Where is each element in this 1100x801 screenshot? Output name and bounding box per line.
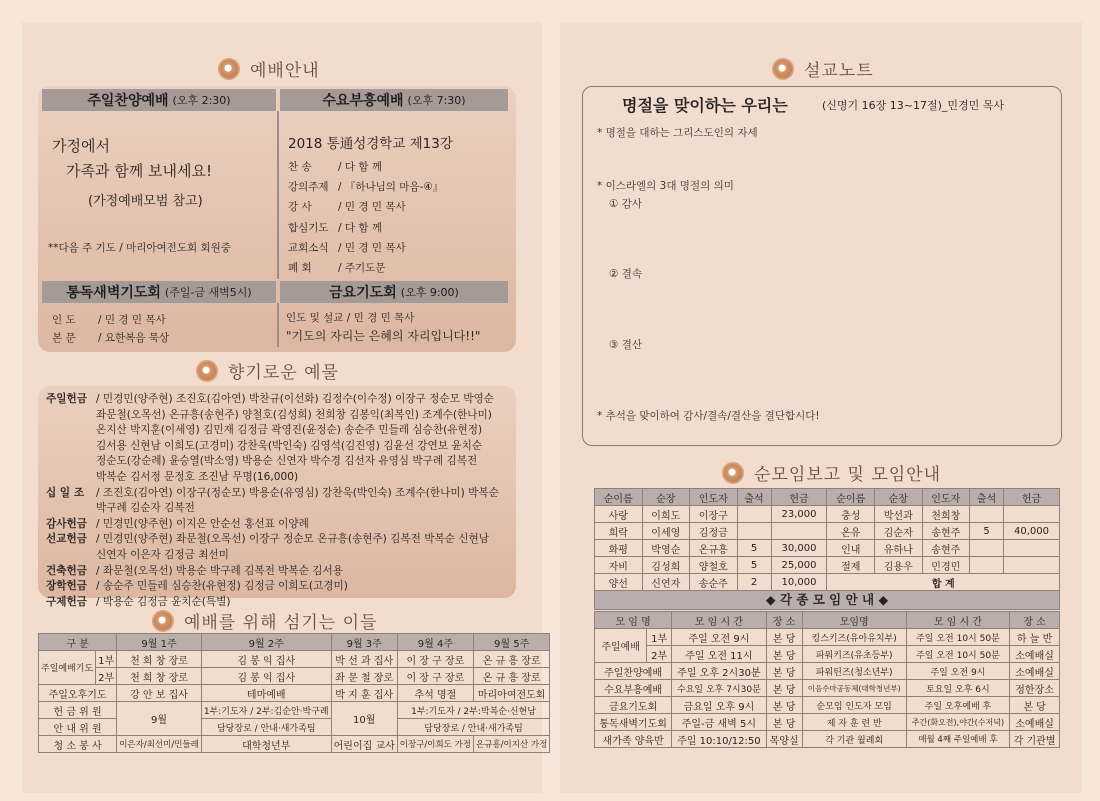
sermon-point: ② 결속 [609, 268, 643, 280]
meetings-title: ◆ 각 종 모 임 안 내 ◆ [594, 590, 1060, 610]
sunday-worship-header [42, 89, 276, 111]
table-header-cell: 9월 4주 [397, 634, 473, 651]
bible-school-heading: 2018 통通성경학교 제13강 [288, 136, 453, 152]
table-cell: 제 자 훈 련 반 [802, 714, 906, 731]
text: (주일-금 새벽5시) [164, 286, 252, 299]
table-cell: 안 내 위 원 [39, 719, 117, 736]
text: 향기로운 예물 [228, 363, 339, 383]
table-cell: 온규흥/이지산 가정 [474, 736, 550, 753]
text: 정순도(강순례) 윤승열(박소영) 박용순 신연자 박수경 김선자 유영심 박구례 김복전 [96, 455, 478, 468]
table-cell: 각 기관별 [1010, 731, 1060, 748]
table-cell: 주일 오전 9시 [906, 663, 1009, 680]
order-item [52, 329, 169, 347]
table-header-row [595, 612, 1060, 629]
flower-icon [772, 58, 794, 80]
table-header-cell: 장 소 [1010, 612, 1060, 629]
text: 온지산 박지훈(이세영) 김민재 김정금 곽영진(윤정순) 송순주 민들레 심승찬(유현정) [96, 424, 483, 437]
table-row [39, 685, 550, 702]
table-cell: 사랑 [595, 506, 643, 523]
order-item [288, 197, 443, 217]
table-row [595, 557, 1060, 574]
text: 교회소식 [288, 241, 329, 254]
table-cell: 본 당 [766, 646, 802, 663]
text: 수요부흥예배 [322, 93, 404, 109]
flower-icon [722, 462, 744, 484]
sermon-point: * 명절을 대하는 그리스도인의 자세 [597, 127, 758, 139]
table-cell: 주일예배기도 [39, 651, 96, 685]
table-header-cell: 인도자 [690, 489, 738, 506]
table-cell: 1부:기도자 / 2부:박복순·신현남 [397, 702, 550, 719]
table-cell: 5 [970, 523, 1004, 540]
table-cell: 천 희 창 장로 [117, 668, 202, 685]
offering-row [46, 579, 512, 595]
table-header-row [39, 634, 550, 651]
table-header-cell: 모임명 [802, 612, 906, 629]
sermon-section-title [772, 56, 874, 81]
text: / 요한복음 묵상 [98, 332, 170, 344]
table-header-cell: 9월 3주 [331, 634, 397, 651]
table-cell: 온유 [827, 523, 875, 540]
flower-icon [196, 360, 218, 382]
text: (오후 2:30) [172, 94, 231, 107]
table-cell: 본 당 [766, 697, 802, 714]
table-cell: 1부 [647, 629, 672, 646]
table-cell [970, 540, 1004, 557]
text: / 민경민(양주현) 조진호(김아연) 박찬규(이선화) 김정수(이수정) 이장구 정순모 박영순 [96, 393, 494, 405]
servers-section-title [152, 608, 377, 633]
table-cell: 마리아여전도회 [474, 685, 550, 702]
table-cell: 수요일 오후 7시30분 [672, 680, 766, 697]
table-row [595, 680, 1060, 697]
text: 주일찬양예배 [87, 93, 169, 109]
worship-section-title [218, 56, 320, 81]
table-cell: 통독새벽기도회 [595, 714, 672, 731]
order-item [288, 238, 443, 258]
table-cell: 테마예배 [201, 685, 331, 702]
text: 설교노트 [804, 61, 874, 81]
servers-table [38, 633, 550, 753]
table-cell: 이세영 [642, 523, 690, 540]
table-row [39, 651, 550, 668]
offerings-list [46, 392, 512, 610]
text: / 『하나님의 마음-④』 [338, 181, 444, 194]
table-cell: 추석 명절 [397, 685, 473, 702]
table-header-cell: 모 임 시 간 [672, 612, 766, 629]
text: / 박용순 김정금 윤치순(특별) [96, 595, 231, 608]
table-cell: 2부 [96, 668, 117, 685]
table-cell: 김 봉 익 집사 [201, 668, 331, 685]
order-item [288, 258, 443, 278]
offering-row [46, 486, 512, 517]
table-cell: 인내 [827, 540, 875, 557]
table-row [595, 731, 1060, 748]
divider [277, 303, 279, 347]
table-cell: 본 당 [766, 680, 802, 697]
table-cell: 주일 오전 10시 50분 [906, 629, 1009, 646]
table-header-cell: 구 분 [39, 634, 117, 651]
table-cell: 이 장 구 장로 [397, 668, 473, 685]
table-row [39, 668, 550, 685]
table-cell: 금요기도회 [595, 697, 672, 714]
table-header-cell: 모 임 명 [595, 612, 672, 629]
text: 감사헌금 [46, 517, 87, 530]
table-row [39, 736, 550, 753]
table-cell: 본 당 [766, 629, 802, 646]
text: 통독새벽기도회 [66, 285, 161, 301]
table-cell: 청 소 봉 사 [39, 736, 117, 753]
table-cell: 이장구/이희도 가정 [397, 736, 473, 753]
sermon-reference: (신명기 16장 13~17절)_민경민 목사 [822, 99, 1005, 112]
table-cell: 좌 문 철 장로 [331, 668, 397, 685]
table-cell: 목양실 [766, 731, 802, 748]
table-cell: 대학청년부 [201, 736, 331, 753]
meetings-table [594, 611, 1060, 748]
table-header-cell: 9월 2주 [201, 634, 331, 651]
text: / 다 함 께 [338, 221, 382, 234]
table-cell: 30,000 [771, 540, 827, 557]
table-header-cell: 순장 [642, 489, 690, 506]
text: 박복순 김서정 문정호 조진남 무명(16,000) [96, 470, 299, 483]
table-cell: 정한장소 [1010, 680, 1060, 697]
table-cell: 송순주 [690, 574, 738, 591]
table-cell: 5 [737, 540, 771, 557]
text: 금요기도회 [329, 285, 397, 301]
table-cell: 주일 10:10/12:50 [672, 731, 766, 748]
sermon-point: * 추석을 맞이하여 감사/결속/결산을 결단합시다! [597, 410, 820, 422]
table-cell [1004, 540, 1060, 557]
table-header-cell: 모 임 시 간 [906, 612, 1009, 629]
table-cell: 하 늘 반 [1010, 629, 1060, 646]
table-cell: 이장구 [690, 506, 738, 523]
text: (오후 9:00) [400, 286, 459, 299]
table-cell: 김성희 [642, 557, 690, 574]
text: 김서용 신현남 이희도(고경미) 강찬욱(박인숙) 김영석(김진영) 김윤선 강연보 윤치순 [96, 439, 483, 452]
table-cell: 소예배실 [1010, 646, 1060, 663]
table-cell: 자비 [595, 557, 643, 574]
table-cell: 파워키즈(유초등부) [802, 646, 906, 663]
text: 합심기도 [288, 221, 329, 234]
text: 순모임보고 및 모임안내 [754, 465, 942, 485]
table-row [595, 506, 1060, 523]
table-cell: 이 장 구 장로 [397, 651, 473, 668]
table-cell: 이희도 [642, 506, 690, 523]
text: 예배를 위해 섬기는 이들 [184, 613, 378, 633]
table-cell: 이은자/최선미/민들레 [117, 736, 202, 753]
table-cell: 40,000 [1004, 523, 1060, 540]
table-cell: 파워틴즈(청소년부) [802, 663, 906, 680]
table-row [39, 702, 550, 719]
table-header-cell: 출석 [970, 489, 1004, 506]
table-header-row [595, 489, 1060, 506]
table-cell: 1부:기도자 / 2부:김순안·박구례 [201, 702, 331, 719]
table-cell: 토요일 오후 6시 [906, 680, 1009, 697]
table-cell: 박 선 과 집사 [331, 651, 397, 668]
order-item [288, 218, 443, 238]
table-row [39, 719, 550, 736]
table-cell: 온 규 흥 장로 [474, 651, 550, 668]
table-cell: 천 희 창 장로 [117, 651, 202, 668]
table-row [595, 540, 1060, 557]
text: 강 사 [288, 201, 312, 214]
text: / 다 함 께 [338, 161, 382, 173]
friday-leader: 인도 및 설교 / 민 경 민 목사 [286, 312, 415, 324]
table-cell: 김정금 [690, 523, 738, 540]
table-cell: 송현주 [922, 523, 970, 540]
text: / 조진호(김아연) 이장구(정순모) 박용순(유영심) 강찬욱(박인숙) 조계수(한나미) 박복순 [96, 486, 499, 499]
table-cell [970, 557, 1004, 574]
table-cell: 양선 [595, 574, 643, 591]
divider [277, 111, 279, 279]
sermon-point: ③ 결산 [609, 339, 643, 351]
table-cell: 주일-금 새벽 5시 [672, 714, 766, 731]
prayer-note: **다음 주 기도 / 마리아여전도회 회원중 [48, 242, 231, 254]
text: 신연자 이은자 김정금 최선미 [96, 548, 229, 561]
table-header-cell: 헌금 [771, 489, 827, 506]
table-cell: 합 계 [827, 574, 1060, 591]
table-header-cell: 순이름 [827, 489, 875, 506]
cell-section-title [722, 460, 941, 485]
text: / 주기도문 [338, 262, 386, 275]
text: 주일헌금 [46, 393, 87, 405]
table-cell: 박 지 훈 집사 [331, 685, 397, 702]
table-cell [771, 523, 827, 540]
table-cell: 담당장로 / 안내·새가족팀 [397, 719, 550, 736]
table-header-cell: 출석 [737, 489, 771, 506]
sermon-point: ① 감사 [609, 198, 643, 210]
table-cell: 수요부흥예배 [595, 680, 672, 697]
text: 박구례 김순자 김복전 [96, 502, 195, 515]
text: 십 일 조 [46, 486, 85, 499]
friday-prayer-header [280, 281, 508, 303]
table-cell: 5 [737, 557, 771, 574]
table-cell: 소예배실 [1010, 663, 1060, 680]
table-cell: 주일예배 [595, 629, 647, 663]
table-cell: 2 [737, 574, 771, 591]
text: (오후 7:30) [407, 94, 466, 107]
wednesday-worship-header [280, 89, 508, 111]
table-cell [737, 506, 771, 523]
table-cell: 이음수마공동체(대학청년부) [802, 680, 906, 697]
table-cell: 10,000 [771, 574, 827, 591]
table-cell: 본 당 [1010, 697, 1060, 714]
text: / 민경민(양주현) 이지은 안순선 홍선표 이양례 [96, 517, 309, 530]
offering-row [46, 517, 512, 533]
offerings-section-title [196, 358, 339, 383]
table-row [595, 714, 1060, 731]
table-cell: 주일 오전 9시 [672, 629, 766, 646]
table-cell: 25,000 [771, 557, 827, 574]
text: 본 문 [52, 332, 76, 344]
text: / 민 경 민 목사 [338, 201, 406, 214]
table-cell: 금요일 오후 9시 [672, 697, 766, 714]
sunday-line-2: 가족과 함께 보내세요! [66, 162, 212, 180]
table-row [595, 523, 1060, 540]
table-cell: 온규흥 [690, 540, 738, 557]
sermon-title: 명절을 맞이하는 우리는 [622, 96, 788, 115]
table-cell: 매월 4째 주일예배 후 [906, 731, 1009, 748]
text: 장학헌금 [46, 580, 87, 593]
table-cell: 송현주 [922, 540, 970, 557]
sunday-line-1: 가정에서 [52, 137, 110, 155]
table-cell: 주간(화오전),야간(수저녁) [906, 714, 1009, 731]
table-header-cell: 헌금 [1004, 489, 1060, 506]
table-cell: 킹스키즈(유아유치부) [802, 629, 906, 646]
text: 인 도 [52, 314, 76, 326]
table-cell: 23,000 [771, 506, 827, 523]
offering-row [46, 532, 512, 563]
text: 강의주제 [288, 181, 329, 194]
table-cell: 희락 [595, 523, 643, 540]
table-row [595, 629, 1060, 646]
table-cell: 절제 [827, 557, 875, 574]
cell-report-table [594, 488, 1060, 591]
table-row [595, 697, 1060, 714]
table-header-cell: 9월 5주 [474, 634, 550, 651]
table-cell: 천희창 [922, 506, 970, 523]
order-item [52, 311, 169, 329]
text: 폐 회 [288, 262, 312, 275]
table-header-cell: 순장 [875, 489, 923, 506]
table-cell: 주일 오전 11시 [672, 646, 766, 663]
table-header-cell: 장 소 [766, 612, 802, 629]
text: 구제헌금 [46, 595, 87, 608]
table-cell: 10월 [331, 702, 397, 736]
table-cell: 충성 [827, 506, 875, 523]
flower-icon [152, 610, 174, 632]
sunday-line-3: (가정예배모범 참고) [88, 194, 203, 209]
table-cell: 주일 오전 10시 50분 [906, 646, 1009, 663]
table-cell: 양철호 [690, 557, 738, 574]
sermon-note-box [582, 86, 1062, 446]
text: / 좌문철(오목선) 박용순 박구례 김복전 박복순 김서용 [96, 564, 343, 577]
table-cell: 순모임 인도자 모임 [802, 697, 906, 714]
flower-icon [218, 58, 240, 80]
dawn-order [52, 311, 169, 347]
table-cell: 헌 금 위 원 [39, 702, 117, 719]
text: 좌문철(오목선) 온규흥(송현주) 양철호(김성희) 천희창 김봉익(최복인) 조계수(한나미) [96, 408, 492, 421]
table-cell [1004, 506, 1060, 523]
friday-slogan: "기도의 자리는 은혜의 자리입니다!!" [286, 329, 481, 343]
table-row [595, 663, 1060, 680]
table-cell: 김용우 [875, 557, 923, 574]
order-item [288, 157, 443, 177]
wednesday-order [288, 157, 443, 278]
text: / 민 경 민 목사 [98, 314, 166, 326]
table-cell: 9월 [117, 702, 202, 736]
table-cell [737, 523, 771, 540]
table-cell [970, 506, 1004, 523]
table-cell: 소예배실 [1010, 714, 1060, 731]
offering-row [46, 564, 512, 580]
table-cell: 유하나 [875, 540, 923, 557]
table-cell: 주일찬양예배 [595, 663, 672, 680]
table-cell: 박영순 [642, 540, 690, 557]
table-cell: 김 봉 익 집사 [201, 651, 331, 668]
table-cell: 1부 [96, 651, 117, 668]
table-cell: 주일오후기도 [39, 685, 117, 702]
text: 선교헌금 [46, 533, 87, 546]
table-header-cell: 9월 1주 [117, 634, 202, 651]
table-cell: 새가족 양육반 [595, 731, 672, 748]
table-cell: 김순자 [875, 523, 923, 540]
table-cell: 어린이집 교사 [331, 736, 397, 753]
table-cell: 주일 오후예배 후 [906, 697, 1009, 714]
table-header-cell: 인도자 [922, 489, 970, 506]
text: 예배안내 [250, 61, 320, 81]
table-cell: 화평 [595, 540, 643, 557]
text: 건축헌금 [46, 564, 87, 577]
table-cell: 박선과 [875, 506, 923, 523]
table-cell: 민경민 [922, 557, 970, 574]
sermon-point: * 이스라엘의 3대 명절의 의미 [597, 180, 734, 192]
table-cell: 신연자 [642, 574, 690, 591]
text: / 송순주 민들레 심승찬(유현정) 김정금 이희도(고경미) [96, 580, 348, 593]
table-cell: 각 기관 월례회 [802, 731, 906, 748]
table-cell: 2부 [647, 646, 672, 663]
table-header-cell: 순이름 [595, 489, 643, 506]
text: / 민 경 민 목사 [338, 241, 406, 254]
text: 찬 송 [288, 161, 312, 173]
table-cell: 본 당 [766, 714, 802, 731]
table-row [595, 646, 1060, 663]
dawn-prayer-header [42, 281, 276, 303]
table-cell: 주일 오후 2시30분 [672, 663, 766, 680]
table-cell [1004, 557, 1060, 574]
text: / 민경민(양주현) 좌문철(오목선) 이장구 정순모 온규흥(송현주) 김복전 박복순 신현남 [96, 533, 490, 546]
table-cell: 온 규 흥 장로 [474, 668, 550, 685]
table-cell: 강 안 보 집사 [117, 685, 202, 702]
offering-row [46, 392, 512, 486]
table-row [595, 574, 1060, 591]
table-cell: 담당장로 / 안내·새가족팀 [201, 719, 331, 736]
order-item [288, 177, 443, 197]
table-cell: 본 당 [766, 663, 802, 680]
